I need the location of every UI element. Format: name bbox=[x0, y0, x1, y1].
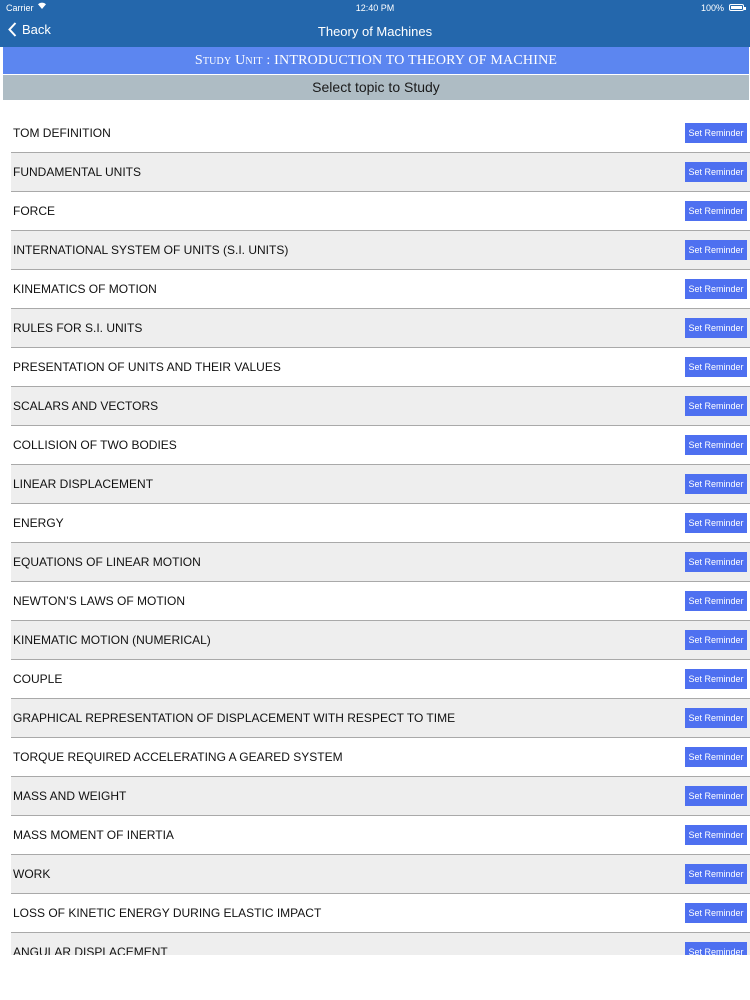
topic-row[interactable] bbox=[11, 387, 750, 426]
topic-label: EQUATIONS OF LINEAR MOTION bbox=[13, 555, 201, 569]
set-reminder-button[interactable]: Set Reminder bbox=[685, 201, 747, 221]
topic-label: FUNDAMENTAL UNITS bbox=[13, 165, 142, 179]
topic-row[interactable] bbox=[11, 621, 750, 660]
topic-label: NEWTON’S LAWS OF MOTION bbox=[13, 594, 186, 608]
set-reminder-button[interactable]: Set Reminder bbox=[685, 669, 747, 689]
topic-row[interactable] bbox=[11, 660, 750, 699]
back-label: Back bbox=[22, 22, 51, 37]
navigation-bar bbox=[0, 16, 750, 47]
topic-row[interactable] bbox=[11, 933, 750, 955]
topic-row[interactable] bbox=[11, 582, 750, 621]
topic-label: KINEMATICS OF MOTION bbox=[13, 282, 157, 296]
topic-row[interactable] bbox=[11, 348, 750, 387]
set-reminder-button[interactable]: Set Reminder bbox=[685, 162, 747, 182]
set-reminder-button[interactable]: Set Reminder bbox=[685, 474, 747, 494]
topic-label: FORCE bbox=[13, 204, 55, 218]
topic-list bbox=[0, 114, 750, 955]
topic-row[interactable] bbox=[11, 465, 750, 504]
topic-row[interactable] bbox=[11, 816, 750, 855]
topic-label: TOM DEFINITION bbox=[13, 126, 111, 140]
set-reminder-button[interactable]: Set Reminder bbox=[685, 786, 747, 806]
set-reminder-button[interactable]: Set Reminder bbox=[685, 708, 747, 728]
topic-row[interactable] bbox=[11, 270, 750, 309]
carrier-label: Carrier bbox=[6, 3, 34, 13]
topic-label: MASS AND WEIGHT bbox=[13, 789, 127, 803]
topic-row[interactable] bbox=[11, 894, 750, 933]
set-reminder-button[interactable]: Set Reminder bbox=[685, 630, 747, 650]
topic-label: COLLISION OF TWO BODIES bbox=[13, 438, 177, 452]
set-reminder-button[interactable]: Set Reminder bbox=[685, 123, 747, 143]
set-reminder-button[interactable]: Set Reminder bbox=[685, 591, 747, 611]
topic-label: TORQUE REQUIRED ACCELERATING A GEARED SYSTEM bbox=[13, 750, 343, 764]
status-bar bbox=[0, 0, 750, 16]
topic-row[interactable] bbox=[11, 504, 750, 543]
topic-row[interactable] bbox=[11, 192, 750, 231]
study-unit-banner: Study Unit : INTRODUCTION TO THEORY OF MACHINE bbox=[3, 47, 749, 74]
topic-row[interactable] bbox=[11, 777, 750, 816]
set-reminder-button[interactable]: Set Reminder bbox=[685, 318, 747, 338]
set-reminder-button[interactable]: Set Reminder bbox=[685, 552, 747, 572]
topic-row[interactable] bbox=[11, 114, 750, 153]
set-reminder-button[interactable]: Set Reminder bbox=[685, 942, 747, 955]
topic-row[interactable] bbox=[11, 426, 750, 465]
topic-label: RULES FOR S.I. UNITS bbox=[13, 321, 143, 335]
set-reminder-button[interactable]: Set Reminder bbox=[685, 747, 747, 767]
topic-label: KINEMATIC MOTION (NUMERICAL) bbox=[13, 633, 211, 647]
topic-label: ANGULAR DISPLACEMENT bbox=[13, 945, 168, 955]
battery-icon bbox=[729, 4, 744, 11]
topic-label: INTERNATIONAL SYSTEM OF UNITS (S.I. UNITS) bbox=[13, 243, 289, 257]
set-reminder-button[interactable]: Set Reminder bbox=[685, 357, 747, 377]
topic-row[interactable] bbox=[11, 543, 750, 582]
topic-label: WORK bbox=[13, 867, 51, 881]
topic-label: GRAPHICAL REPRESENTATION OF DISPLACEMENT WITH RESPECT TO TIME bbox=[13, 711, 456, 725]
topic-row[interactable] bbox=[11, 153, 750, 192]
topic-row[interactable] bbox=[11, 699, 750, 738]
topic-label: ENERGY bbox=[13, 516, 64, 530]
page-title: Theory of Machines bbox=[317, 24, 433, 39]
topic-label: LINEAR DISPLACEMENT bbox=[13, 477, 154, 491]
set-reminder-button[interactable]: Set Reminder bbox=[685, 903, 747, 923]
set-reminder-button[interactable]: Set Reminder bbox=[685, 864, 747, 884]
set-reminder-button[interactable]: Set Reminder bbox=[685, 825, 747, 845]
topic-row[interactable] bbox=[11, 855, 750, 894]
set-reminder-button[interactable]: Set Reminder bbox=[685, 240, 747, 260]
topic-row[interactable] bbox=[11, 738, 750, 777]
set-reminder-button[interactable]: Set Reminder bbox=[685, 513, 747, 533]
select-topic-header: Select topic to Study bbox=[3, 75, 749, 100]
set-reminder-button[interactable]: Set Reminder bbox=[685, 396, 747, 416]
topic-label: LOSS OF KINETIC ENERGY DURING ELASTIC IMPACT bbox=[13, 906, 322, 920]
clock: 12:40 PM bbox=[355, 3, 395, 13]
topic-row[interactable] bbox=[11, 231, 750, 270]
topic-label: SCALARS AND VECTORS bbox=[13, 399, 159, 413]
topic-label: MASS MOMENT OF INERTIA bbox=[13, 828, 174, 842]
set-reminder-button[interactable]: Set Reminder bbox=[685, 279, 747, 299]
topic-label: COUPLE bbox=[13, 672, 63, 686]
set-reminder-button[interactable]: Set Reminder bbox=[685, 435, 747, 455]
topic-label: PRESENTATION OF UNITS AND THEIR VALUES bbox=[13, 360, 281, 374]
topic-row[interactable] bbox=[11, 309, 750, 348]
battery-percent: 100% bbox=[700, 3, 724, 13]
